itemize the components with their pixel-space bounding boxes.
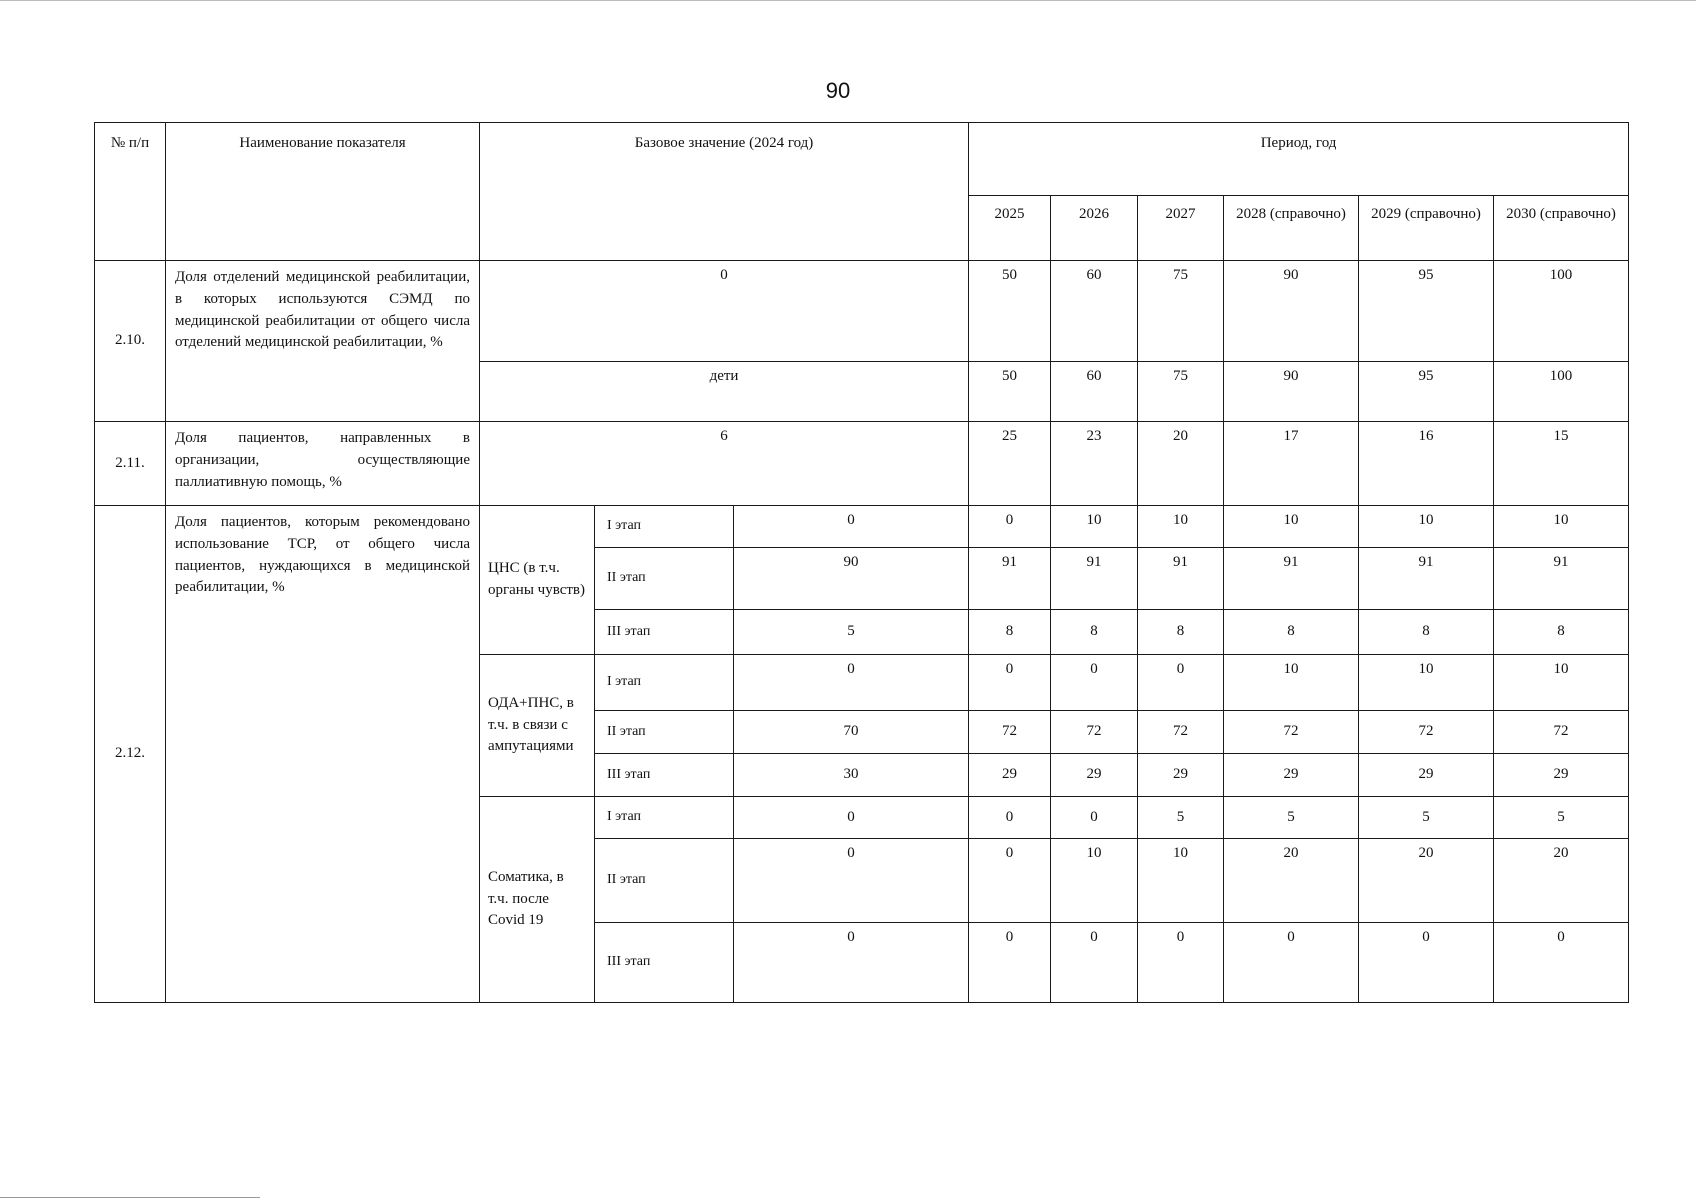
- value-cell: 20: [1494, 839, 1629, 923]
- value-cell: 50: [969, 362, 1051, 422]
- base-value: дети: [480, 362, 969, 422]
- value-cell: 91: [1138, 548, 1224, 610]
- stage-label: III этап: [595, 754, 734, 797]
- value-cell: 72: [969, 711, 1051, 754]
- base-value: 0: [734, 797, 969, 839]
- base-value: 0: [480, 261, 969, 362]
- value-cell: 5: [1224, 797, 1359, 839]
- value-cell: 0: [969, 797, 1051, 839]
- stage-label: II этап: [595, 711, 734, 754]
- value-cell: 60: [1051, 261, 1138, 362]
- value-cell: 0: [969, 923, 1051, 1003]
- value-cell: 100: [1494, 362, 1629, 422]
- value-cell: 75: [1138, 362, 1224, 422]
- col-header-base: Базовое значение (2024 год): [480, 123, 969, 261]
- stage-label: I этап: [595, 655, 734, 711]
- value-cell: 72: [1051, 711, 1138, 754]
- scan-top-edge: [0, 0, 1696, 1]
- value-cell: 10: [1494, 506, 1629, 548]
- value-cell: 25: [969, 422, 1051, 506]
- value-cell: 0: [1051, 923, 1138, 1003]
- group-label: ЦНС (в т.ч. органы чувств): [480, 506, 595, 655]
- value-cell: 20: [1359, 839, 1494, 923]
- value-cell: 0: [1138, 655, 1224, 711]
- value-cell: 8: [1494, 610, 1629, 655]
- base-value: 5: [734, 610, 969, 655]
- col-header-year: 2028 (справочно): [1224, 196, 1359, 261]
- value-cell: 75: [1138, 261, 1224, 362]
- indicator-name: Доля пациентов, направленных в организации, осуществляющие паллиативную помощь, %: [166, 422, 480, 506]
- base-value: 0: [734, 923, 969, 1003]
- stage-label: II этап: [595, 839, 734, 923]
- table-row: [95, 261, 1629, 362]
- value-cell: 10: [1359, 506, 1494, 548]
- value-cell: 0: [969, 506, 1051, 548]
- value-cell: 72: [1494, 711, 1629, 754]
- value-cell: 10: [1494, 655, 1629, 711]
- value-cell: 10: [1051, 839, 1138, 923]
- value-cell: 91: [1051, 548, 1138, 610]
- page-number: 90: [825, 78, 851, 103]
- value-cell: 0: [969, 839, 1051, 923]
- header-row-1: [95, 123, 1629, 196]
- col-header-name: Наименование показателя: [166, 123, 480, 261]
- value-cell: 10: [1138, 839, 1224, 923]
- value-cell: 95: [1359, 261, 1494, 362]
- base-value: 90: [734, 548, 969, 610]
- value-cell: 10: [1224, 506, 1359, 548]
- indicator-number: 2.12.: [95, 506, 166, 1003]
- base-value: 30: [734, 754, 969, 797]
- value-cell: 29: [1051, 754, 1138, 797]
- value-cell: 8: [1359, 610, 1494, 655]
- value-cell: 29: [969, 754, 1051, 797]
- base-value: 0: [734, 839, 969, 923]
- base-value: 0: [734, 655, 969, 711]
- scan-bottom-edge: [0, 1197, 260, 1198]
- value-cell: 8: [1138, 610, 1224, 655]
- group-label: ОДА+ПНС, в т.ч. в связи с ампутациями: [480, 655, 595, 797]
- value-cell: 5: [1494, 797, 1629, 839]
- stage-label: III этап: [595, 610, 734, 655]
- value-cell: 29: [1494, 754, 1629, 797]
- value-cell: 16: [1359, 422, 1494, 506]
- value-cell: 5: [1138, 797, 1224, 839]
- value-cell: 5: [1359, 797, 1494, 839]
- stage-label: I этап: [595, 506, 734, 548]
- value-cell: 91: [1224, 548, 1359, 610]
- value-cell: 60: [1051, 362, 1138, 422]
- value-cell: 29: [1138, 754, 1224, 797]
- value-cell: 8: [1224, 610, 1359, 655]
- stage-label: I этап: [595, 797, 734, 839]
- value-cell: 20: [1138, 422, 1224, 506]
- col-header-year: 2029 (справочно): [1359, 196, 1494, 261]
- value-cell: 0: [1138, 923, 1224, 1003]
- value-cell: 91: [969, 548, 1051, 610]
- value-cell: 8: [1051, 610, 1138, 655]
- indicator-number: 2.11.: [95, 422, 166, 506]
- value-cell: 90: [1224, 362, 1359, 422]
- value-cell: 50: [969, 261, 1051, 362]
- value-cell: 20: [1224, 839, 1359, 923]
- indicator-name: Доля пациентов, которым рекомендовано использование ТСР, от общего числа пациентов, нуждающихся в медицинской реабилитации, %: [166, 506, 480, 1003]
- col-header-year: 2026: [1051, 196, 1138, 261]
- col-header-period: Период, год: [969, 123, 1629, 196]
- table-row: [95, 506, 1629, 548]
- value-cell: 10: [1359, 655, 1494, 711]
- value-cell: 0: [1051, 655, 1138, 711]
- indicator-table: [94, 122, 1629, 1003]
- col-header-num: № п/п: [95, 123, 166, 261]
- value-cell: 72: [1138, 711, 1224, 754]
- col-header-year: 2025: [969, 196, 1051, 261]
- col-header-year: 2030 (справочно): [1494, 196, 1629, 261]
- indicator-number: 2.10.: [95, 261, 166, 422]
- value-cell: 91: [1494, 548, 1629, 610]
- indicator-name: Доля отделений медицинской реабилитации, в которых используются СЭМД по медицинской реабилитации от общего числа отделений медицинской реабилитации, %: [166, 261, 480, 422]
- value-cell: 72: [1224, 711, 1359, 754]
- value-cell: 72: [1359, 711, 1494, 754]
- value-cell: 0: [969, 655, 1051, 711]
- value-cell: 90: [1224, 261, 1359, 362]
- value-cell: 17: [1224, 422, 1359, 506]
- stage-label: III этап: [595, 923, 734, 1003]
- value-cell: 0: [1051, 797, 1138, 839]
- value-cell: 95: [1359, 362, 1494, 422]
- value-cell: 0: [1359, 923, 1494, 1003]
- value-cell: 91: [1359, 548, 1494, 610]
- value-cell: 10: [1138, 506, 1224, 548]
- group-label: Соматика, в т.ч. после Covid 19: [480, 797, 595, 1003]
- value-cell: 0: [1494, 923, 1629, 1003]
- value-cell: 100: [1494, 261, 1629, 362]
- base-value: 6: [480, 422, 969, 506]
- value-cell: 0: [1224, 923, 1359, 1003]
- value-cell: 8: [969, 610, 1051, 655]
- base-value: 0: [734, 506, 969, 548]
- value-cell: 23: [1051, 422, 1138, 506]
- value-cell: 10: [1224, 655, 1359, 711]
- value-cell: 10: [1051, 506, 1138, 548]
- base-value: 70: [734, 711, 969, 754]
- value-cell: 29: [1359, 754, 1494, 797]
- value-cell: 29: [1224, 754, 1359, 797]
- value-cell: 15: [1494, 422, 1629, 506]
- col-header-year: 2027: [1138, 196, 1224, 261]
- stage-label: II этап: [595, 548, 734, 610]
- table-row: [95, 422, 1629, 506]
